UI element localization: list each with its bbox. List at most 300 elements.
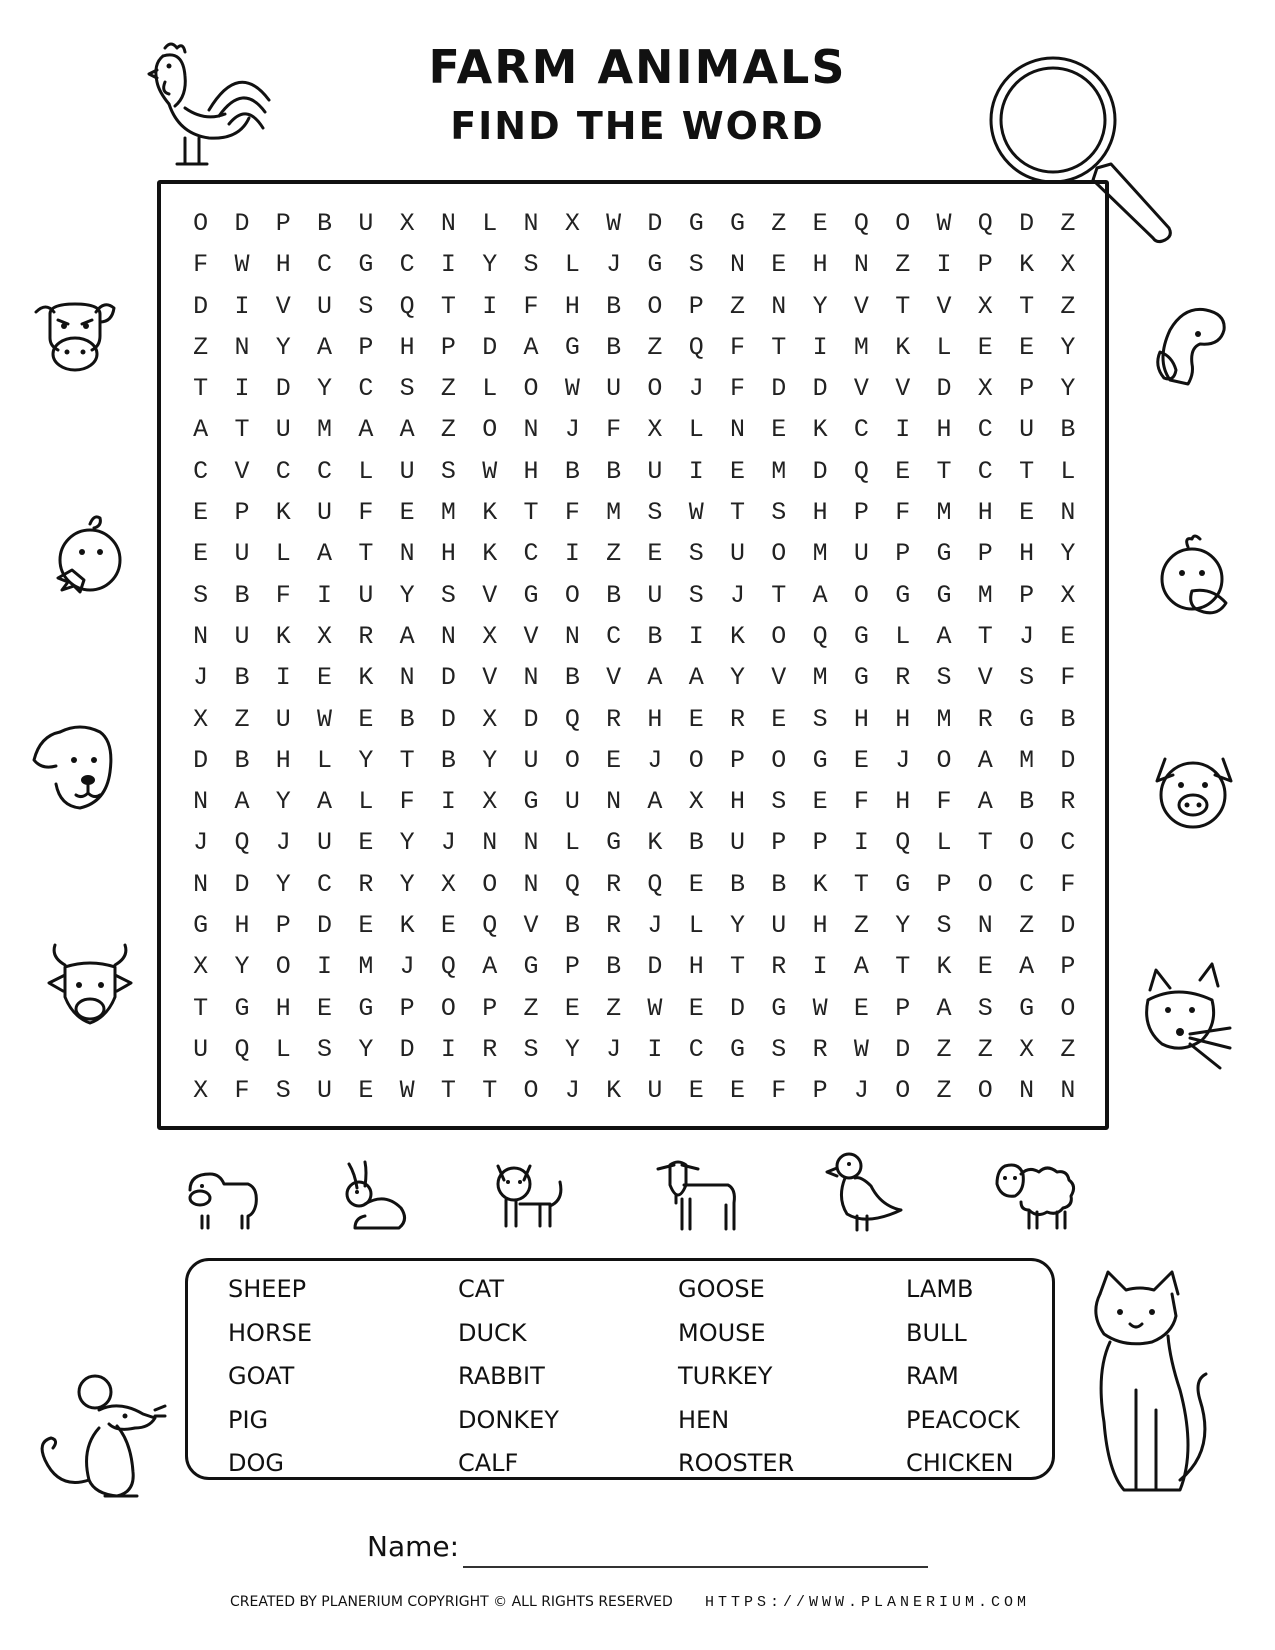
grid-cell[interactable]: G: [771, 993, 787, 1023]
grid-cell[interactable]: G: [523, 952, 539, 982]
grid-cell[interactable]: O: [647, 374, 663, 404]
grid-cell[interactable]: I: [688, 621, 704, 651]
grid-cell[interactable]: P: [399, 993, 415, 1023]
grid-cell[interactable]: M: [771, 456, 787, 486]
grid-cell[interactable]: G: [193, 911, 209, 941]
grid-cell[interactable]: S: [771, 787, 787, 817]
grid-cell[interactable]: G: [688, 209, 704, 238]
grid-cell[interactable]: M: [853, 332, 869, 362]
grid-cell[interactable]: V: [523, 911, 539, 941]
grid-cell[interactable]: S: [440, 456, 456, 486]
grid-cell[interactable]: L: [564, 828, 580, 858]
grid-cell[interactable]: B: [730, 869, 746, 899]
grid-cell[interactable]: R: [482, 1034, 498, 1064]
grid-cell[interactable]: L: [317, 745, 333, 775]
grid-cell[interactable]: N: [523, 869, 539, 899]
grid-cell[interactable]: M: [936, 704, 952, 734]
grid-cell[interactable]: E: [317, 993, 333, 1023]
grid-cell[interactable]: H: [523, 456, 539, 486]
grid-cell[interactable]: H: [440, 539, 456, 569]
grid-cell[interactable]: Q: [234, 1034, 250, 1064]
grid-cell[interactable]: T: [895, 952, 911, 982]
grid-cell[interactable]: M: [1019, 745, 1035, 775]
grid-cell[interactable]: X: [1019, 1034, 1035, 1064]
grid-cell[interactable]: C: [193, 456, 209, 486]
grid-cell[interactable]: T: [771, 332, 787, 362]
grid-cell[interactable]: V: [853, 374, 869, 404]
grid-cell[interactable]: P: [812, 828, 828, 858]
grid-cell[interactable]: U: [275, 415, 291, 445]
grid-cell[interactable]: X: [688, 787, 704, 817]
grid-cell[interactable]: W: [606, 209, 622, 238]
grid-cell[interactable]: W: [234, 250, 250, 280]
grid-cell[interactable]: L: [936, 332, 952, 362]
grid-cell[interactable]: Q: [977, 209, 993, 238]
grid-cell[interactable]: S: [688, 580, 704, 610]
grid-cell[interactable]: E: [440, 911, 456, 941]
grid-cell[interactable]: X: [440, 869, 456, 899]
grid-cell[interactable]: W: [688, 498, 704, 528]
grid-cell[interactable]: C: [275, 456, 291, 486]
grid-cell[interactable]: Y: [399, 869, 415, 899]
grid-cell[interactable]: H: [895, 704, 911, 734]
name-input-line[interactable]: [463, 1566, 928, 1568]
grid-cell[interactable]: V: [853, 291, 869, 321]
grid-cell[interactable]: I: [647, 1034, 663, 1064]
word-search-grid[interactable]: [180, 203, 1089, 1112]
grid-cell[interactable]: T: [895, 291, 911, 321]
grid-cell[interactable]: P: [1019, 580, 1035, 610]
grid-cell[interactable]: W: [564, 374, 580, 404]
grid-cell[interactable]: N: [440, 621, 456, 651]
grid-cell[interactable]: E: [358, 704, 374, 734]
grid-cell[interactable]: F: [771, 1076, 787, 1106]
grid-cell[interactable]: G: [895, 580, 911, 610]
grid-cell[interactable]: O: [853, 580, 869, 610]
grid-cell[interactable]: L: [688, 415, 704, 445]
grid-cell[interactable]: P: [234, 498, 250, 528]
grid-cell[interactable]: X: [193, 1076, 209, 1106]
grid-cell[interactable]: E: [193, 539, 209, 569]
grid-cell[interactable]: E: [564, 993, 580, 1023]
grid-cell[interactable]: B: [606, 580, 622, 610]
grid-cell[interactable]: K: [358, 663, 374, 693]
grid-cell[interactable]: H: [936, 415, 952, 445]
grid-cell[interactable]: N: [523, 415, 539, 445]
grid-cell[interactable]: D: [482, 332, 498, 362]
grid-cell[interactable]: C: [523, 539, 539, 569]
grid-cell[interactable]: V: [771, 663, 787, 693]
grid-cell[interactable]: S: [193, 580, 209, 610]
grid-cell[interactable]: R: [771, 952, 787, 982]
grid-cell[interactable]: D: [1060, 911, 1076, 941]
grid-cell[interactable]: A: [317, 332, 333, 362]
grid-cell[interactable]: J: [647, 911, 663, 941]
grid-cell[interactable]: Z: [193, 332, 209, 362]
grid-cell[interactable]: D: [1019, 209, 1035, 238]
grid-cell[interactable]: Y: [358, 745, 374, 775]
grid-cell[interactable]: B: [564, 456, 580, 486]
grid-cell[interactable]: J: [564, 415, 580, 445]
grid-cell[interactable]: L: [275, 1034, 291, 1064]
grid-cell[interactable]: B: [606, 332, 622, 362]
grid-cell[interactable]: I: [688, 456, 704, 486]
grid-cell[interactable]: G: [606, 828, 622, 858]
grid-cell[interactable]: E: [771, 704, 787, 734]
grid-cell[interactable]: X: [317, 621, 333, 651]
grid-cell[interactable]: R: [358, 869, 374, 899]
grid-cell[interactable]: Q: [853, 456, 869, 486]
grid-cell[interactable]: J: [399, 952, 415, 982]
grid-cell[interactable]: M: [317, 415, 333, 445]
grid-cell[interactable]: L: [482, 209, 498, 238]
grid-cell[interactable]: X: [1060, 250, 1076, 280]
grid-cell[interactable]: A: [358, 415, 374, 445]
grid-cell[interactable]: N: [193, 621, 209, 651]
grid-cell[interactable]: F: [730, 374, 746, 404]
grid-cell[interactable]: P: [895, 993, 911, 1023]
grid-cell[interactable]: K: [812, 415, 828, 445]
grid-cell[interactable]: I: [895, 415, 911, 445]
grid-cell[interactable]: F: [606, 415, 622, 445]
grid-cell[interactable]: P: [977, 539, 993, 569]
grid-cell[interactable]: N: [399, 539, 415, 569]
grid-cell[interactable]: P: [936, 869, 952, 899]
grid-cell[interactable]: O: [977, 869, 993, 899]
grid-cell[interactable]: M: [358, 952, 374, 982]
grid-cell[interactable]: G: [936, 580, 952, 610]
grid-cell[interactable]: S: [771, 498, 787, 528]
grid-cell[interactable]: T: [440, 291, 456, 321]
grid-cell[interactable]: I: [482, 291, 498, 321]
grid-cell[interactable]: I: [234, 291, 250, 321]
grid-cell[interactable]: J: [193, 828, 209, 858]
grid-cell[interactable]: T: [482, 1076, 498, 1106]
grid-cell[interactable]: A: [523, 332, 539, 362]
grid-cell[interactable]: A: [936, 993, 952, 1023]
grid-cell[interactable]: T: [771, 580, 787, 610]
grid-cell[interactable]: U: [317, 291, 333, 321]
grid-cell[interactable]: P: [482, 993, 498, 1023]
grid-cell[interactable]: E: [977, 332, 993, 362]
grid-cell[interactable]: W: [647, 993, 663, 1023]
grid-cell[interactable]: T: [977, 621, 993, 651]
grid-cell[interactable]: H: [812, 498, 828, 528]
grid-cell[interactable]: Q: [234, 828, 250, 858]
grid-cell[interactable]: J: [647, 745, 663, 775]
grid-cell[interactable]: N: [523, 209, 539, 238]
grid-cell[interactable]: R: [895, 663, 911, 693]
grid-cell[interactable]: E: [358, 1076, 374, 1106]
grid-cell[interactable]: I: [317, 952, 333, 982]
grid-cell[interactable]: U: [1019, 415, 1035, 445]
grid-cell[interactable]: S: [399, 374, 415, 404]
grid-cell[interactable]: F: [730, 332, 746, 362]
grid-cell[interactable]: N: [564, 621, 580, 651]
grid-cell[interactable]: J: [895, 745, 911, 775]
grid-cell[interactable]: N: [399, 663, 415, 693]
grid-cell[interactable]: V: [482, 663, 498, 693]
grid-cell[interactable]: T: [193, 993, 209, 1023]
grid-cell[interactable]: A: [647, 787, 663, 817]
grid-cell[interactable]: Z: [936, 1034, 952, 1064]
grid-cell[interactable]: S: [1019, 663, 1035, 693]
grid-cell[interactable]: S: [523, 250, 539, 280]
grid-cell[interactable]: E: [688, 993, 704, 1023]
grid-cell[interactable]: M: [440, 498, 456, 528]
grid-cell[interactable]: H: [977, 498, 993, 528]
grid-cell[interactable]: H: [399, 332, 415, 362]
grid-cell[interactable]: Z: [771, 209, 787, 238]
grid-cell[interactable]: Q: [564, 704, 580, 734]
grid-cell[interactable]: D: [647, 952, 663, 982]
grid-cell[interactable]: E: [812, 787, 828, 817]
grid-cell[interactable]: C: [1060, 828, 1076, 858]
grid-cell[interactable]: K: [1019, 250, 1035, 280]
grid-cell[interactable]: G: [523, 787, 539, 817]
grid-cell[interactable]: O: [977, 1076, 993, 1106]
grid-cell[interactable]: G: [812, 745, 828, 775]
grid-cell[interactable]: Q: [564, 869, 580, 899]
grid-cell[interactable]: P: [771, 828, 787, 858]
grid-cell[interactable]: Y: [482, 745, 498, 775]
grid-cell[interactable]: D: [234, 209, 250, 238]
grid-cell[interactable]: K: [482, 498, 498, 528]
grid-cell[interactable]: N: [771, 291, 787, 321]
grid-cell[interactable]: D: [317, 911, 333, 941]
grid-cell[interactable]: I: [440, 787, 456, 817]
grid-cell[interactable]: J: [730, 580, 746, 610]
grid-cell[interactable]: F: [1060, 869, 1076, 899]
grid-cell[interactable]: A: [812, 580, 828, 610]
grid-cell[interactable]: N: [482, 828, 498, 858]
grid-cell[interactable]: T: [358, 539, 374, 569]
grid-cell[interactable]: S: [936, 911, 952, 941]
grid-cell[interactable]: S: [275, 1076, 291, 1106]
grid-cell[interactable]: V: [895, 374, 911, 404]
grid-cell[interactable]: U: [564, 787, 580, 817]
grid-cell[interactable]: X: [399, 209, 415, 238]
grid-cell[interactable]: U: [771, 911, 787, 941]
grid-cell[interactable]: G: [647, 250, 663, 280]
grid-cell[interactable]: E: [1060, 621, 1076, 651]
grid-cell[interactable]: R: [730, 704, 746, 734]
grid-cell[interactable]: J: [606, 250, 622, 280]
grid-cell[interactable]: Z: [977, 1034, 993, 1064]
grid-cell[interactable]: E: [193, 498, 209, 528]
grid-cell[interactable]: B: [317, 209, 333, 238]
grid-cell[interactable]: X: [193, 952, 209, 982]
grid-cell[interactable]: C: [317, 250, 333, 280]
grid-cell[interactable]: Z: [234, 704, 250, 734]
grid-cell[interactable]: N: [193, 869, 209, 899]
grid-cell[interactable]: J: [193, 663, 209, 693]
grid-cell[interactable]: T: [730, 952, 746, 982]
grid-cell[interactable]: U: [399, 456, 415, 486]
grid-cell[interactable]: L: [688, 911, 704, 941]
grid-cell[interactable]: N: [853, 250, 869, 280]
grid-cell[interactable]: O: [1019, 828, 1035, 858]
grid-cell[interactable]: L: [1060, 456, 1076, 486]
grid-cell[interactable]: X: [564, 209, 580, 238]
grid-cell[interactable]: S: [317, 1034, 333, 1064]
grid-cell[interactable]: E: [1019, 498, 1035, 528]
grid-cell[interactable]: H: [647, 704, 663, 734]
grid-cell[interactable]: L: [482, 374, 498, 404]
grid-cell[interactable]: U: [523, 745, 539, 775]
grid-cell[interactable]: Q: [399, 291, 415, 321]
grid-cell[interactable]: T: [440, 1076, 456, 1106]
grid-cell[interactable]: O: [895, 1076, 911, 1106]
grid-cell[interactable]: X: [977, 291, 993, 321]
grid-cell[interactable]: U: [647, 456, 663, 486]
grid-cell[interactable]: R: [977, 704, 993, 734]
grid-cell[interactable]: N: [606, 787, 622, 817]
grid-cell[interactable]: A: [647, 663, 663, 693]
grid-cell[interactable]: Y: [482, 250, 498, 280]
grid-cell[interactable]: B: [647, 621, 663, 651]
grid-cell[interactable]: S: [523, 1034, 539, 1064]
grid-cell[interactable]: G: [358, 250, 374, 280]
grid-cell[interactable]: A: [234, 787, 250, 817]
grid-cell[interactable]: U: [234, 539, 250, 569]
grid-cell[interactable]: B: [1060, 415, 1076, 445]
grid-cell[interactable]: Z: [440, 415, 456, 445]
grid-cell[interactable]: D: [193, 745, 209, 775]
grid-cell[interactable]: I: [812, 952, 828, 982]
grid-cell[interactable]: V: [523, 621, 539, 651]
grid-cell[interactable]: J: [564, 1076, 580, 1106]
grid-cell[interactable]: F: [523, 291, 539, 321]
grid-cell[interactable]: O: [936, 745, 952, 775]
grid-cell[interactable]: T: [523, 498, 539, 528]
grid-cell[interactable]: Y: [275, 787, 291, 817]
grid-cell[interactable]: E: [399, 498, 415, 528]
grid-cell[interactable]: T: [1019, 291, 1035, 321]
grid-cell[interactable]: N: [523, 828, 539, 858]
grid-cell[interactable]: B: [1019, 787, 1035, 817]
grid-cell[interactable]: K: [606, 1076, 622, 1106]
grid-cell[interactable]: A: [688, 663, 704, 693]
grid-cell[interactable]: O: [440, 993, 456, 1023]
grid-cell[interactable]: E: [977, 952, 993, 982]
grid-cell[interactable]: B: [1060, 704, 1076, 734]
grid-cell[interactable]: J: [606, 1034, 622, 1064]
grid-cell[interactable]: D: [440, 704, 456, 734]
grid-cell[interactable]: G: [730, 209, 746, 238]
grid-cell[interactable]: V: [234, 456, 250, 486]
grid-cell[interactable]: C: [1019, 869, 1035, 899]
grid-cell[interactable]: K: [482, 539, 498, 569]
grid-cell[interactable]: S: [647, 498, 663, 528]
grid-cell[interactable]: J: [440, 828, 456, 858]
grid-cell[interactable]: Y: [275, 332, 291, 362]
grid-cell[interactable]: D: [895, 1034, 911, 1064]
grid-cell[interactable]: A: [977, 745, 993, 775]
grid-cell[interactable]: P: [564, 952, 580, 982]
grid-cell[interactable]: D: [523, 704, 539, 734]
grid-cell[interactable]: B: [688, 828, 704, 858]
grid-cell[interactable]: G: [564, 332, 580, 362]
grid-cell[interactable]: Z: [1019, 911, 1035, 941]
grid-cell[interactable]: Z: [523, 993, 539, 1023]
grid-cell[interactable]: H: [812, 911, 828, 941]
grid-cell[interactable]: S: [440, 580, 456, 610]
grid-cell[interactable]: P: [1060, 952, 1076, 982]
grid-cell[interactable]: N: [440, 209, 456, 238]
grid-cell[interactable]: X: [482, 621, 498, 651]
grid-cell[interactable]: J: [275, 828, 291, 858]
grid-cell[interactable]: J: [688, 374, 704, 404]
grid-cell[interactable]: W: [399, 1076, 415, 1106]
grid-cell[interactable]: H: [275, 745, 291, 775]
grid-cell[interactable]: Y: [358, 1034, 374, 1064]
grid-cell[interactable]: E: [358, 911, 374, 941]
grid-cell[interactable]: R: [606, 911, 622, 941]
grid-cell[interactable]: T: [977, 828, 993, 858]
grid-cell[interactable]: O: [771, 621, 787, 651]
grid-cell[interactable]: P: [275, 209, 291, 238]
grid-cell[interactable]: A: [317, 787, 333, 817]
grid-cell[interactable]: P: [358, 332, 374, 362]
grid-cell[interactable]: D: [812, 374, 828, 404]
grid-cell[interactable]: Q: [647, 869, 663, 899]
grid-cell[interactable]: H: [730, 787, 746, 817]
grid-cell[interactable]: P: [812, 1076, 828, 1106]
grid-cell[interactable]: B: [771, 869, 787, 899]
grid-cell[interactable]: V: [275, 291, 291, 321]
grid-cell[interactable]: O: [523, 1076, 539, 1106]
grid-cell[interactable]: U: [234, 621, 250, 651]
grid-cell[interactable]: H: [895, 787, 911, 817]
grid-cell[interactable]: L: [275, 539, 291, 569]
grid-cell[interactable]: O: [193, 209, 209, 238]
grid-cell[interactable]: T: [399, 745, 415, 775]
grid-cell[interactable]: N: [193, 787, 209, 817]
grid-cell[interactable]: V: [482, 580, 498, 610]
grid-cell[interactable]: K: [647, 828, 663, 858]
grid-cell[interactable]: G: [895, 869, 911, 899]
grid-cell[interactable]: P: [1019, 374, 1035, 404]
grid-cell[interactable]: S: [688, 539, 704, 569]
grid-cell[interactable]: V: [936, 291, 952, 321]
grid-cell[interactable]: Z: [440, 374, 456, 404]
grid-cell[interactable]: T: [936, 456, 952, 486]
grid-cell[interactable]: Q: [688, 332, 704, 362]
grid-cell[interactable]: M: [977, 580, 993, 610]
grid-cell[interactable]: F: [1060, 663, 1076, 693]
grid-cell[interactable]: S: [936, 663, 952, 693]
grid-cell[interactable]: I: [234, 374, 250, 404]
grid-cell[interactable]: B: [564, 911, 580, 941]
grid-cell[interactable]: G: [936, 539, 952, 569]
grid-cell[interactable]: Z: [936, 1076, 952, 1106]
grid-cell[interactable]: O: [1060, 993, 1076, 1023]
grid-cell[interactable]: G: [234, 993, 250, 1023]
grid-cell[interactable]: A: [193, 415, 209, 445]
grid-cell[interactable]: G: [853, 663, 869, 693]
grid-cell[interactable]: D: [812, 456, 828, 486]
grid-cell[interactable]: H: [853, 704, 869, 734]
grid-cell[interactable]: Q: [812, 621, 828, 651]
grid-cell[interactable]: X: [977, 374, 993, 404]
grid-cell[interactable]: B: [234, 663, 250, 693]
grid-cell[interactable]: H: [812, 250, 828, 280]
grid-cell[interactable]: L: [895, 621, 911, 651]
grid-cell[interactable]: N: [1060, 1076, 1076, 1106]
grid-cell[interactable]: I: [936, 250, 952, 280]
grid-cell[interactable]: Z: [1060, 209, 1076, 238]
